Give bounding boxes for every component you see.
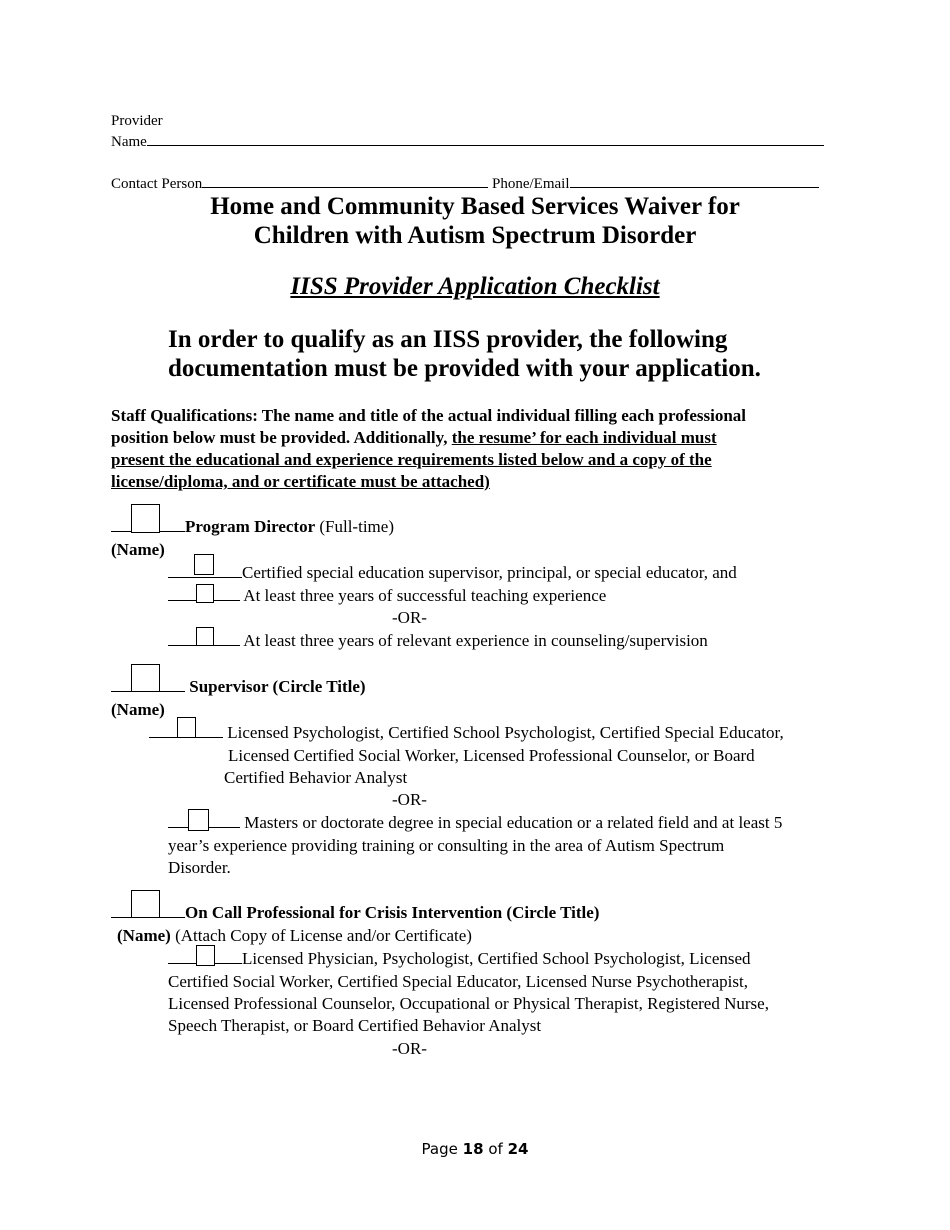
sv-req-1-text-1: Licensed Psychologist, Certified School Psychologist, Certified Special Educator, <box>223 723 784 742</box>
pd-req-3-checkbox[interactable] <box>196 627 214 646</box>
oc-req-text-1: Licensed Physician, Psychologist, Certified School Psychologist, Licensed <box>242 949 751 968</box>
on-call-name-row <box>117 926 472 946</box>
sv-req-2 <box>168 813 782 833</box>
page-of-label: of <box>488 1140 503 1158</box>
on-call-name-label: (Name) <box>117 926 171 945</box>
pd-req-1-text: Certified special education supervisor, principal, or special educator, and <box>242 563 737 582</box>
staff-line-1: Staff Qualifications: The name and title of the actual individual filling each professional <box>111 406 747 425</box>
staff-line-3-b: educational and experience requirements listed below and a copy of the <box>195 450 712 469</box>
pd-req-1 <box>168 563 737 583</box>
sv-or: -OR- <box>392 790 427 809</box>
staff-line-4-b: certificate must be attached) <box>283 472 490 491</box>
contact-person-label: Contact Person <box>111 176 203 192</box>
supervisor-name-label: (Name) <box>111 700 165 719</box>
intro-line-1: In order to qualify as an IISS provider, the following <box>168 326 728 353</box>
supervisor-title: Supervisor (Circle Title) <box>185 677 366 696</box>
program-director-name-label: (Name) <box>111 540 165 559</box>
sv-req-2-checkbox[interactable] <box>188 809 209 831</box>
title-line-2: Children with Autism Spectrum Disorder <box>253 222 697 249</box>
sv-req-2-text-2: year’s experience providing training or consulting in the area of Autism Spectrum <box>168 836 725 855</box>
pd-req-2 <box>168 586 606 606</box>
staff-line-2 <box>111 428 717 448</box>
oc-or: -OR- <box>392 1039 427 1058</box>
title-line-1: Home and Community Based Services Waiver for <box>210 193 740 220</box>
intro-line-2: documentation must be provided with your application. <box>168 355 761 382</box>
oc-req-checkbox[interactable] <box>196 945 215 966</box>
page-number: 18 <box>462 1140 484 1158</box>
provider-name-line[interactable] <box>147 131 824 146</box>
sv-req-2-text-3: Disorder. <box>168 858 231 877</box>
sv-req-2-text-1: Masters or doctorate degree in special education or a related field and at least 5 <box>240 813 783 832</box>
sv-req-1-checkbox[interactable] <box>177 717 196 738</box>
provider-name-field[interactable] <box>111 131 824 151</box>
staff-line-3 <box>111 450 712 470</box>
checklist-subtitle: IISS Provider Application Checklist <box>290 273 660 300</box>
oc-req <box>168 949 751 969</box>
provider-label: Provider <box>111 113 163 129</box>
sv-req-1-text-3: Certified Behavior Analyst <box>224 768 408 787</box>
on-call-row <box>111 903 599 923</box>
pd-req-3-text: At least three years of relevant experience in counseling/supervision <box>240 631 708 650</box>
staff-line-2-text: position below must be provided. Additionally, <box>111 428 452 447</box>
program-director-title: Program Director <box>185 517 316 536</box>
page-footer <box>0 1140 950 1158</box>
staff-line-4 <box>111 472 490 492</box>
on-call-title: On Call Professional for Crisis Intervention (Circle Title) <box>185 903 600 922</box>
sv-req-1 <box>149 723 784 743</box>
page-label: Page <box>421 1140 458 1158</box>
pd-req-2-checkbox[interactable] <box>196 584 214 603</box>
contact-person-line[interactable] <box>202 173 488 188</box>
pd-req-1-checkbox[interactable] <box>194 554 214 575</box>
oc-req-text-3: Licensed Professional Counselor, Occupational or Physical Therapist, Registered Nurse, <box>168 994 769 1013</box>
on-call-checkbox[interactable] <box>131 890 160 918</box>
program-director-note: (Full-time) <box>315 517 394 536</box>
supervisor-checkbox[interactable] <box>131 664 160 692</box>
staff-line-4-a: license/diploma, and or <box>111 472 280 491</box>
pd-req-2-text: At least three years of successful teaching experience <box>240 586 607 605</box>
oc-req-text-4: Speech Therapist, or Board Certified Behavior Analyst <box>168 1016 542 1035</box>
page-total: 24 <box>507 1140 529 1158</box>
staff-line-3-a: present the <box>111 450 192 469</box>
phone-email-label: Phone/Email <box>492 176 570 192</box>
phone-email-line[interactable] <box>570 173 819 188</box>
on-call-attach-note: (Attach Copy of License and/or Certificate) <box>175 926 472 945</box>
provider-name-label: Name <box>111 134 147 150</box>
sv-req-1-text-2: Licensed Certified Social Worker, Licensed Professional Counselor, or Board <box>228 746 755 765</box>
pd-or: -OR- <box>392 608 427 627</box>
pd-req-3 <box>168 631 708 651</box>
program-director-checkbox[interactable] <box>131 504 160 533</box>
oc-req-text-2: Certified Social Worker, Certified Special Educator, Licensed Nurse Psychotherapist, <box>168 972 748 991</box>
staff-line-2-underlined: the resume’ for each individual must <box>451 428 717 447</box>
contact-row <box>111 173 819 193</box>
